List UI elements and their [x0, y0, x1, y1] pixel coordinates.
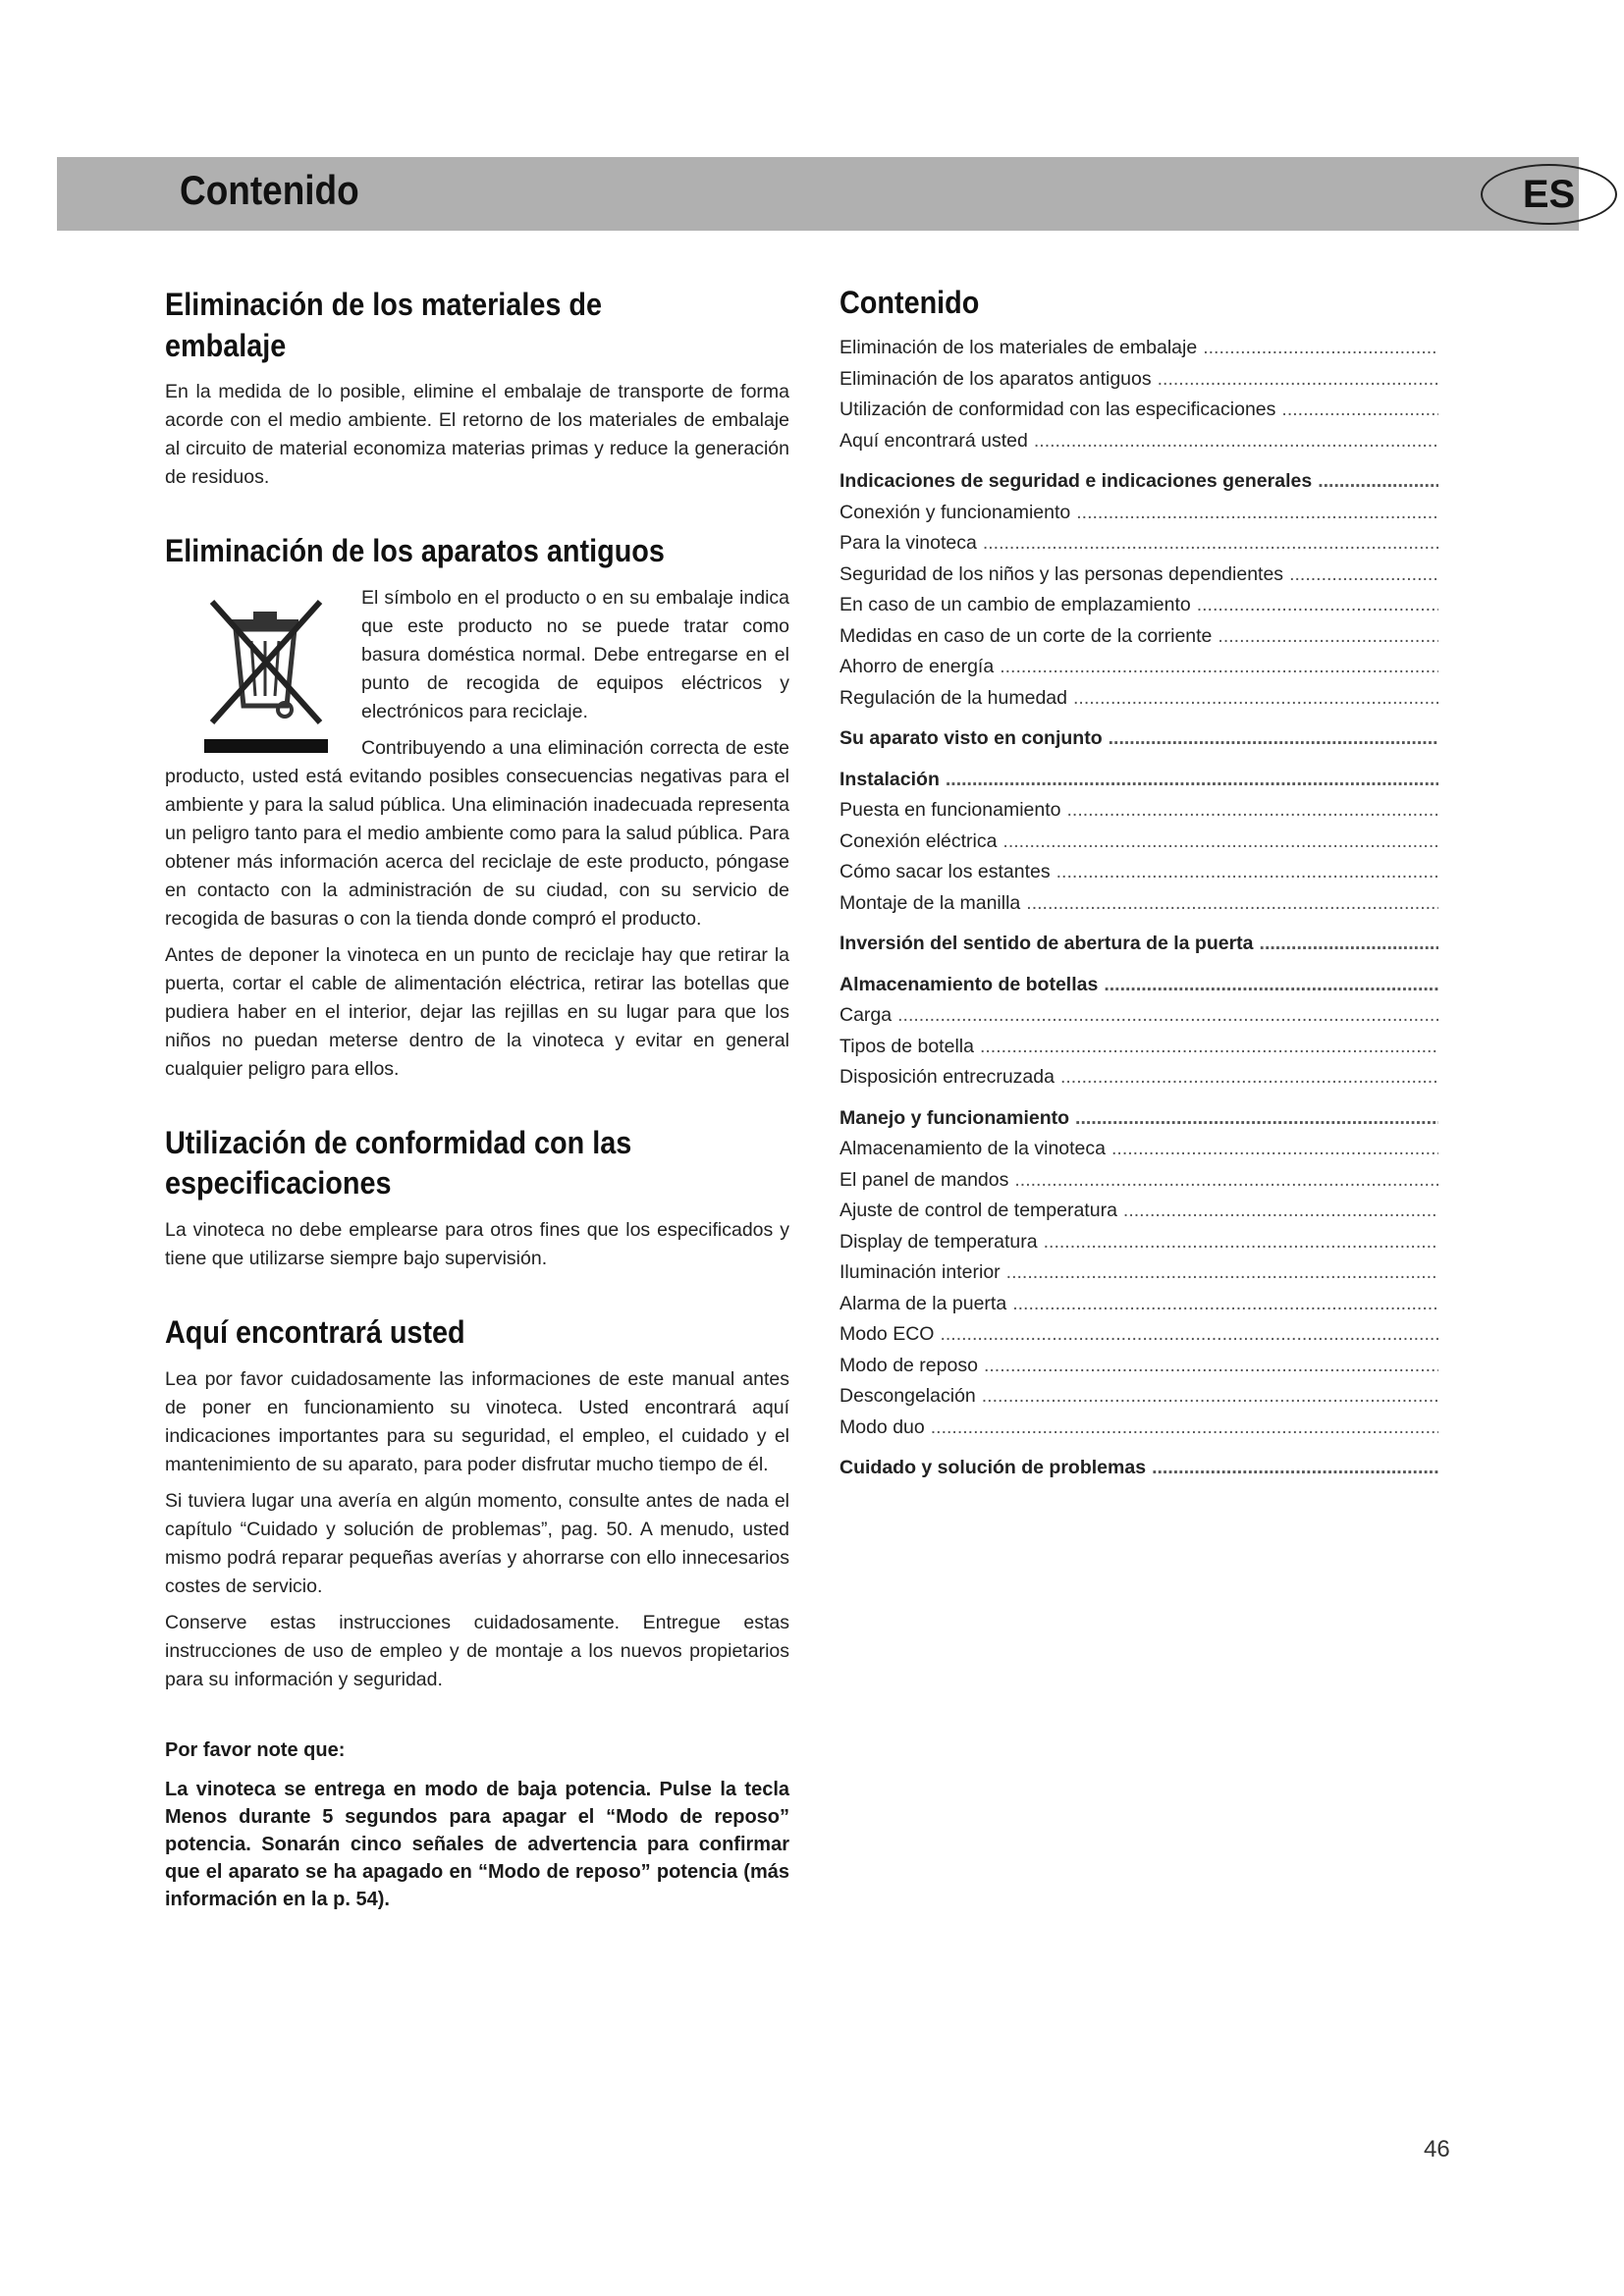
- toc-leader-dots: [1123, 1196, 1438, 1227]
- toc-item-label: Alarma de la puerta: [839, 1292, 1007, 1314]
- conformity-text: La vinoteca no debe emplearse para otros fines que los especificados y tiene que utilizarse siempre bajo supervisión.: [165, 1218, 789, 1269]
- toc-leader-dots: [983, 528, 1438, 560]
- toc-item-label: Medidas en caso de un corte de la corriente: [839, 624, 1213, 647]
- toc-item-label: El panel de mandos: [839, 1168, 1009, 1191]
- toc-item: [839, 827, 1438, 858]
- toc-item: [839, 364, 1438, 396]
- toc-item: [839, 723, 1438, 755]
- toc-leader-dots: [1289, 560, 1438, 591]
- toc-item-label: Modo de reposo: [839, 1354, 978, 1376]
- toc-item-label: Cuidado y solución de problemas: [839, 1457, 1147, 1478]
- toc-leader-dots: [1158, 364, 1438, 396]
- toc-item: [839, 528, 1438, 560]
- weee-text-2: Contribuyendo a una eliminación correcta de este producto, usted está evitando posibles consecuencias negativas para el ambiente y para la salud pública. Una eliminación inadecuada representa un peligro tanto para el medio ambiente como para la salud pública. Para obtener más información acerca del reciclaje de este producto, póngase en contacto con la administración de su ciudad, con su servicio de recogida de basuras o con la tienda donde compró el producto.: [165, 736, 789, 930]
- toc-item: [839, 1413, 1438, 1444]
- toc-leader-dots: [1034, 426, 1438, 457]
- toc-item-label: Conexión y funcionamiento: [839, 501, 1071, 523]
- packaging-heading: Eliminación de los materiales de embalaje: [165, 287, 602, 363]
- page-number: 46: [1424, 2136, 1450, 2163]
- toc-item: [839, 929, 1438, 960]
- toc-item: [839, 795, 1438, 827]
- toc-item-label: Almacenamiento de la vinoteca: [839, 1138, 1106, 1159]
- weee-block: [165, 584, 789, 941]
- toc-leader-dots: [1260, 929, 1438, 960]
- toc-item: [839, 426, 1438, 457]
- conformity-section: [165, 1123, 789, 1273]
- toc-leader-dots: [1111, 1134, 1438, 1165]
- toc-leader-dots: [982, 1381, 1438, 1413]
- toc-item-label: Montaje de la manilla: [839, 891, 1021, 914]
- toc-item-label: Eliminación de los aparatos antiguos: [839, 367, 1152, 390]
- toc-item-label: Inversión del sentido de abertura de la puerta: [839, 933, 1254, 954]
- toc-leader-dots: [1318, 466, 1438, 498]
- toc-leader-dots: [1104, 970, 1438, 1001]
- toc-item: [839, 1032, 1438, 1063]
- toc-leader-dots: [1067, 795, 1439, 827]
- toc-leader-dots: [1218, 621, 1438, 653]
- note-label: Por favor note que:: [165, 1738, 346, 1761]
- toc-item-label: Utilización de conformidad con las especificaciones: [839, 399, 1276, 420]
- toc-item: [839, 652, 1438, 683]
- toc-item: [839, 1062, 1438, 1094]
- toc-item-label: Aquí encontrará usted: [839, 429, 1028, 452]
- toc-item-label: Manejo y funcionamiento: [839, 1106, 1070, 1129]
- toc-column: [839, 285, 1438, 1484]
- conformity-heading: Utilización de conformidad con las especificaciones: [165, 1124, 632, 1201]
- find-here-section: [165, 1312, 789, 1694]
- toc-item-label: Display de temperatura: [839, 1230, 1038, 1253]
- toc-item: [839, 888, 1438, 920]
- toc-item-label: Modo duo: [839, 1415, 925, 1438]
- toc-leader-dots: [931, 1413, 1438, 1444]
- toc-item-label: Tipos de botella: [839, 1035, 974, 1057]
- toc-leader-dots: [897, 1000, 1438, 1032]
- toc-leader-dots: [1012, 1289, 1438, 1320]
- packaging-text: En la medida de lo posible, elimine el embalaje de transporte de forma acorde con el medio ambiente. El retorno de los materiales de embalaje al circuito de material economiza materias primas y reduce la generación de residuos.: [165, 381, 789, 489]
- toc-leader-dots: [984, 1351, 1438, 1382]
- toc-leader-dots: [1000, 652, 1438, 683]
- toc-item-label: Indicaciones de seguridad e indicaciones generales: [839, 470, 1313, 492]
- toc-leader-dots: [1006, 1257, 1438, 1289]
- toc-item: [839, 621, 1438, 653]
- toc-item: [839, 857, 1438, 888]
- find-here-text-2: Si tuviera lugar una avería en algún momento, consulte antes de nada el capítulo “Cuidado y solución de problemas”, pag. 50. A menudo, usted mismo podrá reparar pequeñas averías y ahorrarse con ello innecesarios costes de servicio.: [165, 1489, 789, 1597]
- toc-item-label: Almacenamiento de botellas: [839, 973, 1099, 995]
- left-column: [165, 285, 789, 1913]
- toc-leader-dots: [1056, 857, 1438, 888]
- toc-leader-dots: [1076, 498, 1438, 529]
- toc-item: [839, 560, 1438, 591]
- toc-item: [839, 1227, 1438, 1258]
- toc-item: [839, 683, 1438, 715]
- find-here-text-1: Lea por favor cuidadosamente las informaciones de este manual antes de poner en funcionamiento su vinoteca. Usted encontrará aquí indicaciones importantes para su seguridad, el empleo, el cuidado y el mantenimiento de su aparato, para poder disfrutar mucho tiempo de él.: [165, 1367, 789, 1475]
- toc-leader-dots: [946, 765, 1438, 796]
- toc-item: [839, 590, 1438, 621]
- toc-leader-dots: [1002, 827, 1438, 858]
- toc-item: [839, 970, 1438, 1001]
- toc-item-label: Conexión eléctrica: [839, 829, 998, 852]
- note-text: La vinoteca se entrega en modo de baja potencia. Pulse la tecla Menos durante 5 segundos para apagar el “Modo de reposo” potencia. Sonarán cinco señales de advertencia para confirmar que el aparato se ha apagado en “Modo de reposo” potencia (más información en la p. 54).: [165, 1778, 789, 1910]
- toc-leader-dots: [1197, 590, 1438, 621]
- toc-item-label: Instalación: [839, 768, 940, 790]
- toc-item: [839, 395, 1438, 426]
- toc-item-label: Carga: [839, 1004, 893, 1026]
- toc-item: [839, 1453, 1438, 1484]
- weee-text-3: Antes de deponer la vinoteca en un punto de reciclaje hay que retirar la puerta, cortar el cable de alimentación eléctrica, retirar las botellas que pudiera haber en el interior, dejar las rejillas en su lugar para que los niños no puedan meterse dentro de la vinoteca y evitar en general cualquier peligro para ellos.: [165, 943, 789, 1080]
- toc-item: [839, 1257, 1438, 1289]
- toc-item-label: Cómo sacar los estantes: [839, 861, 1051, 882]
- toc-leader-dots: [1014, 1165, 1438, 1197]
- toc-item: [839, 1319, 1438, 1351]
- toc-item-label: Disposición entrecruzada: [839, 1066, 1055, 1088]
- toc-leader-dots: [1203, 333, 1438, 364]
- toc-item: [839, 1196, 1438, 1227]
- toc-item: [839, 1165, 1438, 1197]
- toc-leader-dots: [1109, 723, 1438, 755]
- toc-list: [839, 333, 1438, 1484]
- toc-item-label: Para la vinoteca: [839, 532, 977, 554]
- toc-item: [839, 466, 1438, 498]
- toc-item-label: Eliminación de los materiales de embalaje: [839, 337, 1198, 358]
- toc-leader-dots: [1075, 1103, 1438, 1135]
- find-here-heading: Aquí encontrará usted: [165, 1313, 465, 1350]
- language-badge: ES: [1481, 164, 1617, 225]
- header-bar: [57, 157, 1579, 231]
- toc-leader-dots: [940, 1319, 1438, 1351]
- toc-item: [839, 1103, 1438, 1135]
- page-title: Contenido: [180, 167, 359, 213]
- toc-item-label: Modo ECO: [839, 1323, 935, 1345]
- toc-item: [839, 1000, 1438, 1032]
- toc-item: [839, 1134, 1438, 1165]
- old-devices-heading: Eliminación de los aparatos antiguos: [165, 533, 665, 569]
- toc-leader-dots: [1044, 1227, 1438, 1258]
- weee-text-1: El símbolo en el producto o en su embalaje indica que este producto no se puede tratar como basura doméstica normal. Debe entregarse en el punto de recogida de equipos eléctricos y electrónicos para reciclaje.: [361, 586, 789, 722]
- toc-item-label: Ahorro de energía: [839, 656, 995, 677]
- packaging-section: [165, 285, 789, 492]
- toc-item: [839, 1381, 1438, 1413]
- toc-item: [839, 765, 1438, 796]
- toc-leader-dots: [1026, 888, 1438, 920]
- weee-crossed-bin-icon: [192, 590, 340, 757]
- toc-item-label: En caso de un cambio de emplazamiento: [839, 594, 1191, 615]
- toc-leader-dots: [1281, 395, 1438, 426]
- old-devices-section: [165, 531, 789, 1084]
- toc-item-label: Iluminación interior: [839, 1261, 1001, 1283]
- toc-item-label: Descongelación: [839, 1385, 976, 1407]
- toc-item-label: Puesta en funcionamiento: [839, 799, 1061, 821]
- toc-item-label: Seguridad de los niños y las personas dependientes: [839, 562, 1284, 585]
- toc-item: [839, 1351, 1438, 1382]
- toc-item: [839, 1289, 1438, 1320]
- toc-item-label: Su aparato visto en conjunto: [839, 727, 1103, 749]
- toc-leader-dots: [1060, 1062, 1438, 1094]
- toc-item-label: Ajuste de control de temperatura: [839, 1200, 1117, 1221]
- toc-leader-dots: [1073, 683, 1438, 715]
- toc-leader-dots: [980, 1032, 1438, 1063]
- toc-item-label: Regulación de la humedad: [839, 686, 1068, 709]
- toc-item: [839, 333, 1438, 364]
- toc-title: Contenido: [839, 285, 980, 320]
- find-here-text-3: Conserve estas instrucciones cuidadosamente. Entregue estas instrucciones de uso de empleo y de montaje a los nuevos propietarios para su información y seguridad.: [165, 1611, 789, 1690]
- toc-leader-dots: [1152, 1453, 1438, 1484]
- toc-item: [839, 498, 1438, 529]
